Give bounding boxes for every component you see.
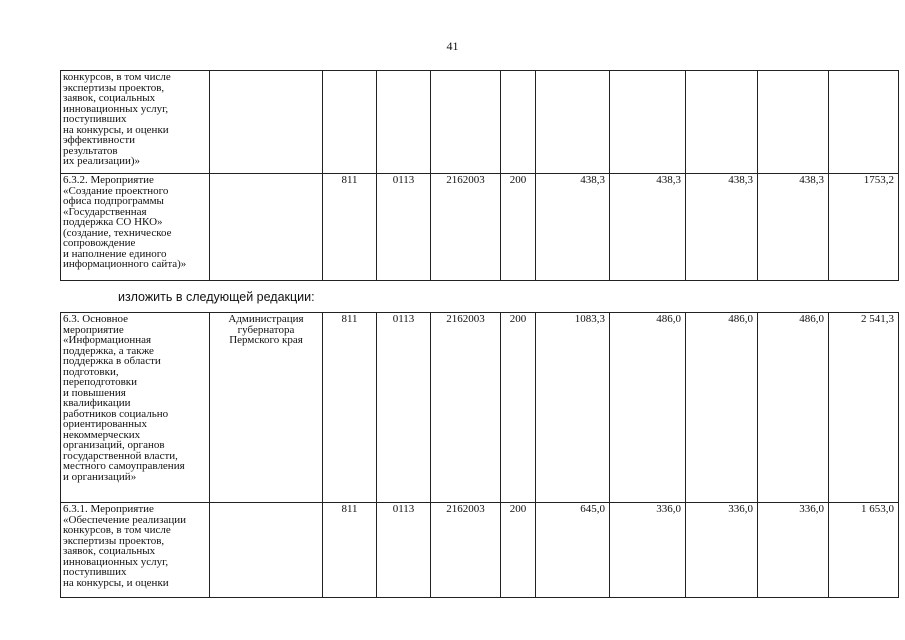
value-year2-cell: 438,3 xyxy=(610,174,686,281)
grbs-cell: 811 xyxy=(323,174,377,281)
value-year3-cell: 438,3 xyxy=(686,174,758,281)
value-year2-cell xyxy=(610,71,686,174)
value-year4-cell: 336,0 xyxy=(758,503,829,598)
total-cell: 1753,2 xyxy=(829,174,899,281)
grbs-cell xyxy=(323,71,377,174)
grbs-cell: 811 xyxy=(323,313,377,503)
page-number: 41 xyxy=(446,39,459,53)
value-year3-cell: 486,0 xyxy=(686,313,758,503)
budget-table-new xyxy=(60,312,899,598)
executor-cell xyxy=(210,503,323,598)
executor-cell xyxy=(210,71,323,174)
value-year4-cell: 438,3 xyxy=(758,174,829,281)
value-year1-cell: 645,0 xyxy=(536,503,610,598)
activity-name-cell: 6.3. Основное мероприятие «Информационная поддержка, а также поддержка в области подготовки, переподготовки и повышения квалификации работников социально ориентированных некоммерческих организаций, органов государственной власти, местного самоуправления и организаций» xyxy=(61,313,210,503)
executor-cell: Администрация губернатора Пермского края xyxy=(210,313,323,503)
rzpr-cell: 0113 xyxy=(377,174,431,281)
transition-text: изложить в следующей редакции: xyxy=(118,290,315,304)
value-year3-cell xyxy=(686,71,758,174)
value-year4-cell: 486,0 xyxy=(758,313,829,503)
csr-cell xyxy=(431,71,501,174)
total-cell: 2 541,3 xyxy=(829,313,899,503)
value-year2-cell: 336,0 xyxy=(610,503,686,598)
activity-name-cell: конкурсов, в том числе экспертизы проектов, заявок, социальных инновационных услуг, поступивших на конкурсы, и оценки эффективности результатов их реализации)» xyxy=(61,71,210,174)
value-year3-cell: 336,0 xyxy=(686,503,758,598)
table-row xyxy=(61,174,899,281)
vr-cell xyxy=(501,71,536,174)
value-year1-cell: 438,3 xyxy=(536,174,610,281)
rzpr-cell: 0113 xyxy=(377,503,431,598)
rzpr-cell: 0113 xyxy=(377,313,431,503)
table-row xyxy=(61,313,899,503)
csr-cell: 2162003 xyxy=(431,503,501,598)
table-row xyxy=(61,71,899,174)
grbs-cell: 811 xyxy=(323,503,377,598)
value-year4-cell xyxy=(758,71,829,174)
csr-cell: 2162003 xyxy=(431,174,501,281)
csr-cell: 2162003 xyxy=(431,313,501,503)
total-cell: 1 653,0 xyxy=(829,503,899,598)
activity-name-cell: 6.3.2. Мероприятие «Создание проектного офиса подпрограммы «Государственная поддержка СО НКО» (создание, техническое сопровождение и наполнение единого информационного сайта)» xyxy=(61,174,210,281)
total-cell xyxy=(829,71,899,174)
vr-cell: 200 xyxy=(501,313,536,503)
executor-cell xyxy=(210,174,323,281)
table-row xyxy=(61,503,899,598)
vr-cell: 200 xyxy=(501,174,536,281)
value-year1-cell xyxy=(536,71,610,174)
value-year1-cell: 1083,3 xyxy=(536,313,610,503)
rzpr-cell xyxy=(377,71,431,174)
value-year2-cell: 486,0 xyxy=(610,313,686,503)
activity-name-cell: 6.3.1. Мероприятие «Обеспечение реализации конкурсов, в том числе экспертизы проектов, заявок, социальных инновационных услуг, поступивших на конкурсы, и оценки xyxy=(61,503,210,598)
budget-table-old xyxy=(60,70,899,281)
vr-cell: 200 xyxy=(501,503,536,598)
